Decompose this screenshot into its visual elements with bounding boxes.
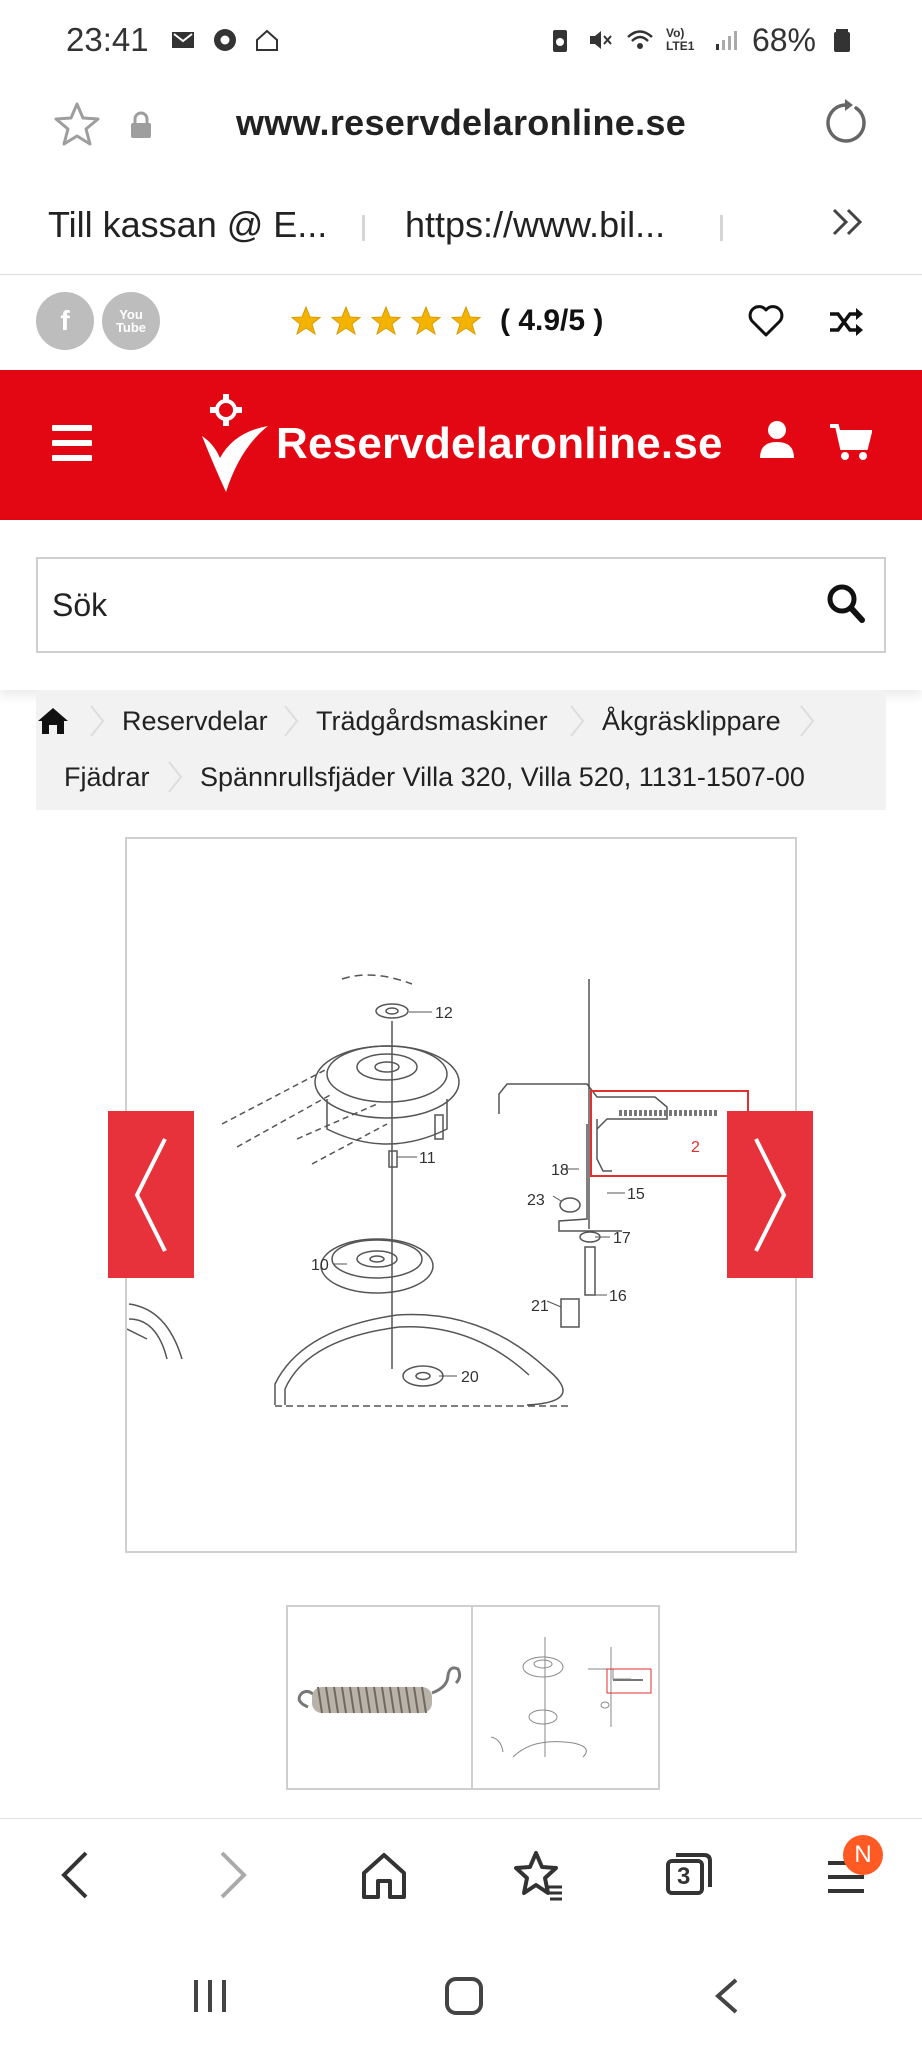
diagram-label: 11	[419, 1150, 436, 1167]
battery-percent: 68%	[751, 21, 816, 58]
system-back-icon[interactable]	[708, 1976, 748, 2016]
battery-icon	[828, 26, 856, 54]
logo-mark-icon	[200, 392, 270, 496]
chevron-left-icon	[131, 1135, 171, 1255]
gallery-prev-button[interactable]	[108, 1111, 194, 1278]
facebook-icon[interactable]: f	[36, 292, 94, 350]
bookmarks-bar	[0, 180, 922, 275]
youtube-label-1: You	[119, 307, 143, 322]
breadcrumb-item[interactable]: Åkgräsklippare	[602, 706, 781, 736]
user-icon[interactable]	[758, 420, 796, 460]
chrome-notification-icon	[211, 26, 239, 54]
heart-icon[interactable]	[748, 304, 784, 338]
url-text[interactable]: www.reservdelaronline.se	[235, 102, 687, 143]
network-label: Vo) LTE1	[665, 26, 695, 53]
divider	[720, 215, 723, 241]
logo-text: Reservdelaronline.se	[276, 419, 723, 468]
battery-saver-icon	[546, 26, 574, 54]
youtube-icon[interactable]	[102, 292, 160, 350]
divider	[362, 215, 365, 241]
youtube-label-2: Tube	[115, 320, 147, 335]
notification-badge: N	[843, 1835, 883, 1875]
home-button-icon[interactable]	[444, 1976, 484, 2016]
mail-notification-icon	[169, 26, 197, 54]
status-bar	[0, 0, 922, 80]
breadcrumb-separator-icon	[88, 704, 106, 738]
back-icon[interactable]	[56, 1847, 96, 1903]
product-image[interactable]	[125, 837, 797, 1553]
diagram-label: 20	[461, 1369, 479, 1386]
site-header	[0, 370, 922, 520]
rating-star-icon	[330, 305, 362, 337]
diagram-label: 2	[691, 1139, 700, 1156]
reload-icon[interactable]	[820, 98, 870, 148]
rating-text: ( 4.9/5 )	[500, 304, 604, 337]
search-input[interactable]	[52, 559, 812, 651]
browser-toolbar	[0, 1818, 922, 1936]
forward-icon[interactable]	[212, 1847, 252, 1903]
home-icon[interactable]	[360, 1847, 408, 1903]
recent-apps-icon[interactable]	[190, 1976, 230, 2016]
spring-image	[288, 1607, 473, 1788]
home-notification-icon	[253, 26, 281, 54]
breadcrumb-item[interactable]: Trädgårdsmaskiner	[316, 706, 548, 736]
breadcrumb-separator-icon	[166, 760, 184, 794]
parts-diagram	[127, 839, 797, 1553]
diagram-label: 16	[609, 1288, 627, 1305]
wifi-icon	[626, 26, 654, 54]
tabs-button[interactable]	[664, 1847, 714, 1903]
diagram-label: 15	[627, 1186, 645, 1203]
search-box	[36, 557, 886, 653]
chevron-right-icon	[750, 1135, 790, 1255]
rating-star-icon	[370, 305, 402, 337]
double-chevron-icon[interactable]	[830, 202, 866, 242]
system-navigation-bar	[0, 1936, 922, 2048]
breadcrumb-item[interactable]: Reservdelar	[122, 706, 268, 736]
breadcrumb-item[interactable]: Fjädrar	[64, 762, 150, 792]
site-top-strip	[0, 276, 922, 370]
bookmark-item[interactable]: https://www.bil...	[405, 204, 666, 245]
cart-icon[interactable]	[828, 422, 872, 462]
breadcrumb-separator-icon	[282, 704, 300, 738]
diagram-label: 21	[531, 1298, 549, 1315]
diagram-thumbnail-image	[473, 1607, 658, 1788]
gallery-next-button[interactable]	[727, 1111, 813, 1278]
hamburger-icon[interactable]	[52, 425, 92, 461]
diagram-label: 18	[551, 1162, 569, 1179]
rating-star-icon	[450, 305, 482, 337]
diagram-label: 23	[527, 1192, 545, 1209]
site-rating	[290, 304, 603, 338]
status-time: 23:41	[66, 21, 149, 58]
tab-count: 3	[677, 1863, 691, 1890]
breadcrumb	[36, 690, 886, 810]
thumbnail-strip	[286, 1605, 660, 1790]
home-icon[interactable]	[36, 706, 70, 736]
diagram-label: 17	[613, 1230, 631, 1247]
address-bar[interactable]	[0, 80, 922, 170]
bookmarks-icon[interactable]	[512, 1847, 564, 1903]
thumbnail-spring[interactable]	[288, 1607, 473, 1788]
rating-star-icon	[410, 305, 442, 337]
breadcrumb-separator-icon	[568, 704, 586, 738]
diagram-label: 12	[435, 1005, 453, 1022]
search-area	[0, 520, 922, 690]
site-logo[interactable]	[200, 392, 723, 496]
bookmark-item[interactable]: Till kassan @ E...	[48, 204, 328, 245]
breadcrumb-separator-icon	[798, 704, 816, 738]
diagram-label: 10	[311, 1257, 329, 1274]
mute-icon	[586, 26, 614, 54]
rating-star-icon	[290, 305, 322, 337]
thumbnail-diagram[interactable]	[473, 1607, 658, 1788]
shuffle-icon[interactable]	[828, 306, 864, 338]
breadcrumb-current: Spännrullsfjäder Villa 320, Villa 520, 1131-1507-00	[200, 762, 805, 792]
signal-icon	[712, 26, 740, 54]
search-icon[interactable]	[826, 583, 866, 625]
